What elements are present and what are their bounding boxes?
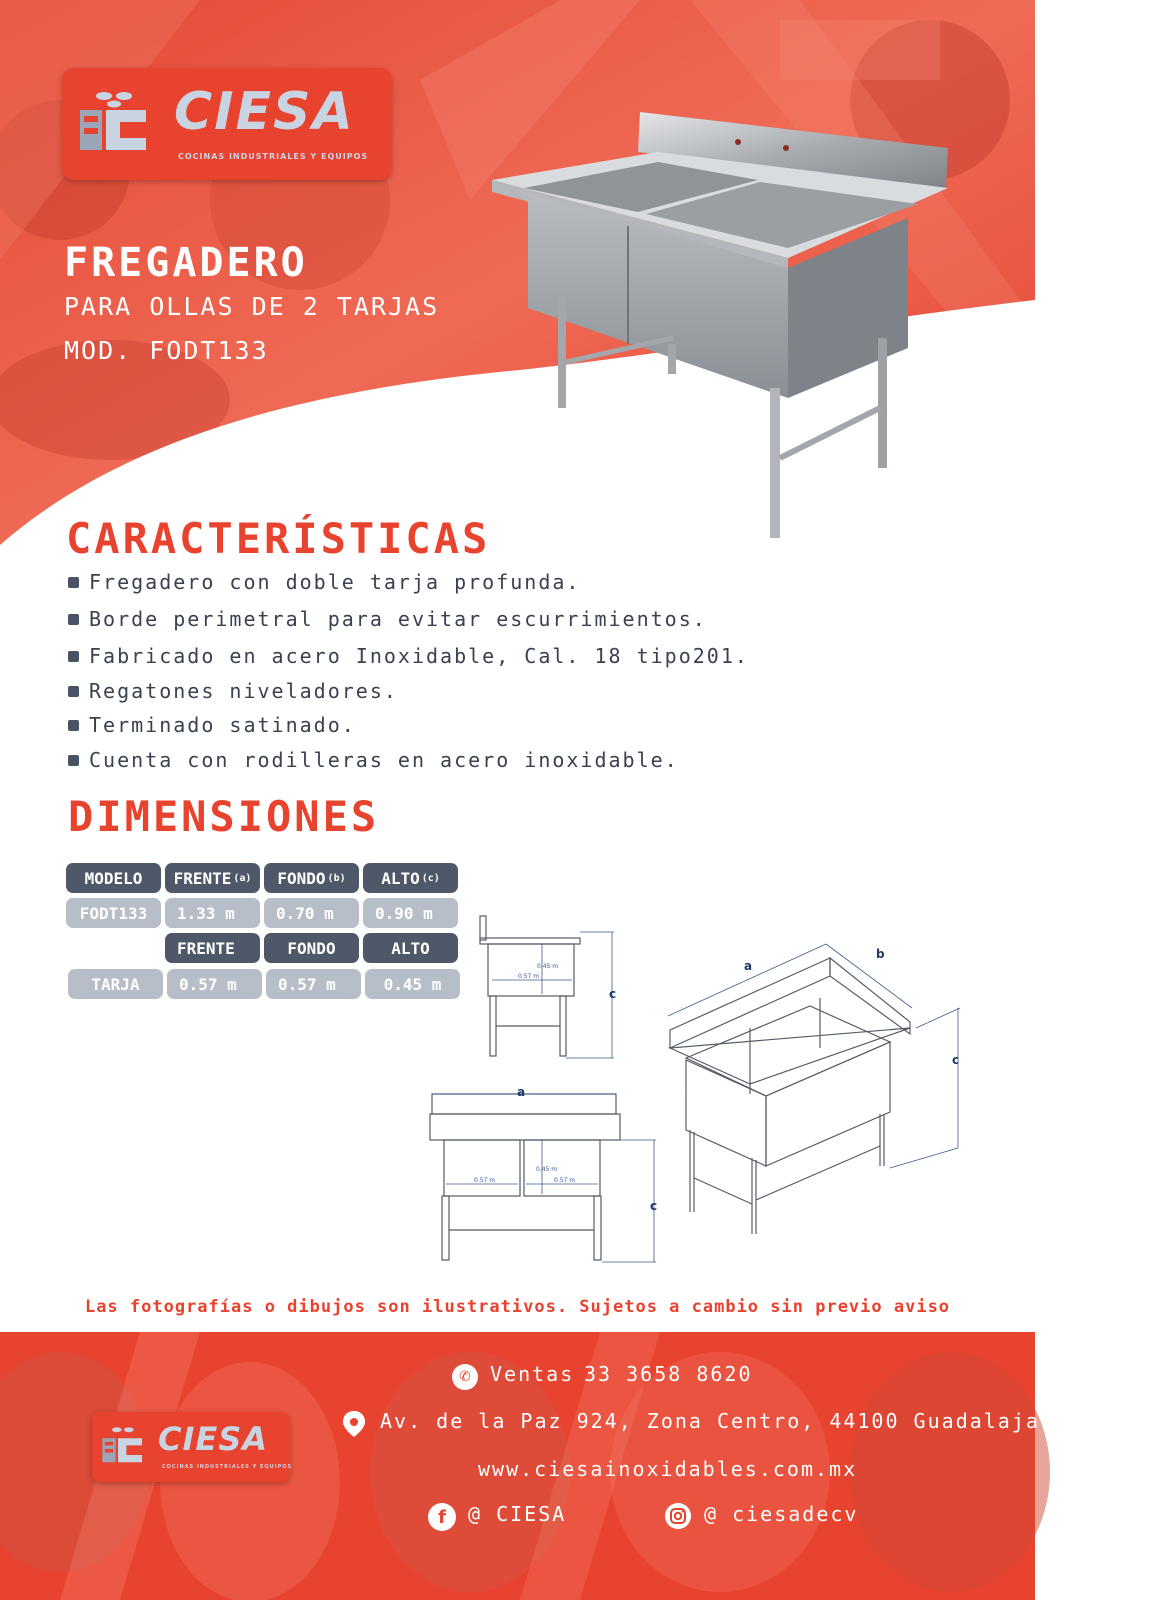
drawing-c-label: c	[952, 1053, 960, 1067]
brand-name: CIESA	[174, 82, 355, 142]
drawing-width-label: 0.57 m	[474, 1177, 496, 1184]
feature-text: Fabricado en acero Inoxidable, Cal. 18 tipo201.	[89, 644, 749, 668]
table-cell-tarja-fondo: 0.57 m	[266, 969, 361, 999]
table-header-tarja-frente: FRENTE	[165, 933, 260, 963]
table-cell-frente: 1.33 m	[165, 898, 260, 928]
table-cell-tarja-alto: 0.45 m	[365, 969, 460, 999]
drawing-c-label: c	[609, 987, 617, 1001]
location-pin-icon	[342, 1410, 366, 1438]
table-header-tarja-alto: ALTO	[363, 933, 458, 963]
feature-item	[68, 748, 679, 772]
table-header-fondo: FONDO (b)	[264, 863, 359, 893]
feature-item	[68, 607, 707, 631]
dimensions-heading: DIMENSIONES	[68, 792, 380, 841]
bullet-icon	[68, 686, 79, 697]
whatsapp-icon: ✆	[452, 1364, 478, 1390]
disclaimer-text: Las fotografías o dibujos son ilustrativos. Sujetos a cambio sin previo aviso	[84, 1297, 951, 1317]
features-heading: CARACTERÍSTICAS	[66, 514, 491, 563]
product-subtitle: PARA OLLAS DE 2 TARJAS	[64, 292, 440, 321]
facebook-handle[interactable]: @ CIESA	[468, 1502, 567, 1526]
bullet-icon	[68, 651, 79, 662]
drawing-b-label: b	[876, 947, 885, 961]
logo-mark-icon	[76, 88, 156, 158]
instagram-handle[interactable]: @ ciesadecv	[704, 1502, 859, 1526]
table-header-modelo: MODELO	[66, 863, 161, 893]
table-header-frente: FRENTE (a)	[165, 863, 260, 893]
footer-brand-name: CIESA	[158, 1420, 269, 1458]
table-header-alto: ALTO (c)	[363, 863, 458, 893]
facebook-icon[interactable]: f	[428, 1503, 456, 1531]
isometric-view-drawing	[660, 918, 980, 1268]
drawing-width-label: 0.57 m	[554, 1177, 576, 1184]
bullet-icon	[68, 755, 79, 766]
address-text: Av. de la Paz 924, Zona Centro, 44100 Guadalajara, Jal.	[380, 1409, 1152, 1433]
feature-text: Borde perimetral para evitar escurrimientos.	[89, 607, 707, 631]
table-header-tarja-fondo: FONDO	[264, 933, 359, 963]
bullet-icon	[68, 577, 79, 588]
drawing-width-label: 0.57 m	[518, 973, 540, 980]
drawing-c-label: c	[650, 1199, 658, 1213]
brand-logo	[62, 68, 392, 180]
sink-product-image	[488, 108, 958, 548]
feature-item	[68, 713, 356, 737]
logo-mark-icon	[100, 1424, 148, 1468]
table-cell-fondo: 0.70 m	[264, 898, 359, 928]
table-cell-tarja: TARJA	[68, 969, 163, 999]
drawing-a-label: a	[517, 1085, 526, 1099]
table-cell-modelo: FODT133	[66, 898, 161, 928]
feature-text: Terminado satinado.	[89, 713, 356, 737]
feature-item	[68, 679, 398, 703]
feature-text: Regatones niveladores.	[89, 679, 398, 703]
feature-item	[68, 570, 580, 594]
brand-tagline: COCINAS INDUSTRIALES Y EQUIPOS	[178, 152, 369, 161]
sales-label: Ventas	[490, 1362, 575, 1386]
drawing-depth-label: 0.45 m	[537, 963, 559, 970]
drawing-depth-label: 0.45 m	[536, 1166, 558, 1173]
drawing-a-label: a	[744, 959, 753, 973]
website-link[interactable]: www.ciesainoxidables.com.mx	[478, 1457, 858, 1481]
feature-text: Cuenta con rodilleras en acero inoxidable.	[89, 748, 679, 772]
side-view-drawing	[472, 908, 632, 1068]
feature-item	[68, 644, 749, 668]
bullet-icon	[68, 614, 79, 625]
product-title: FREGADERO	[64, 240, 308, 286]
table-cell-alto: 0.90 m	[363, 898, 458, 928]
front-view-drawing	[424, 1082, 674, 1272]
instagram-icon[interactable]	[664, 1502, 692, 1530]
product-model: MOD. FODT133	[64, 336, 269, 365]
phone-number[interactable]: 33 3658 8620	[584, 1362, 753, 1386]
footer-brand-logo	[92, 1412, 293, 1482]
feature-text: Fregadero con doble tarja profunda.	[89, 570, 581, 594]
table-cell-tarja-frente: 0.57 m	[167, 969, 262, 999]
bullet-icon	[68, 720, 79, 731]
footer-brand-tagline: COCINAS INDUSTRIALES Y EQUIPOS	[162, 1464, 293, 1470]
